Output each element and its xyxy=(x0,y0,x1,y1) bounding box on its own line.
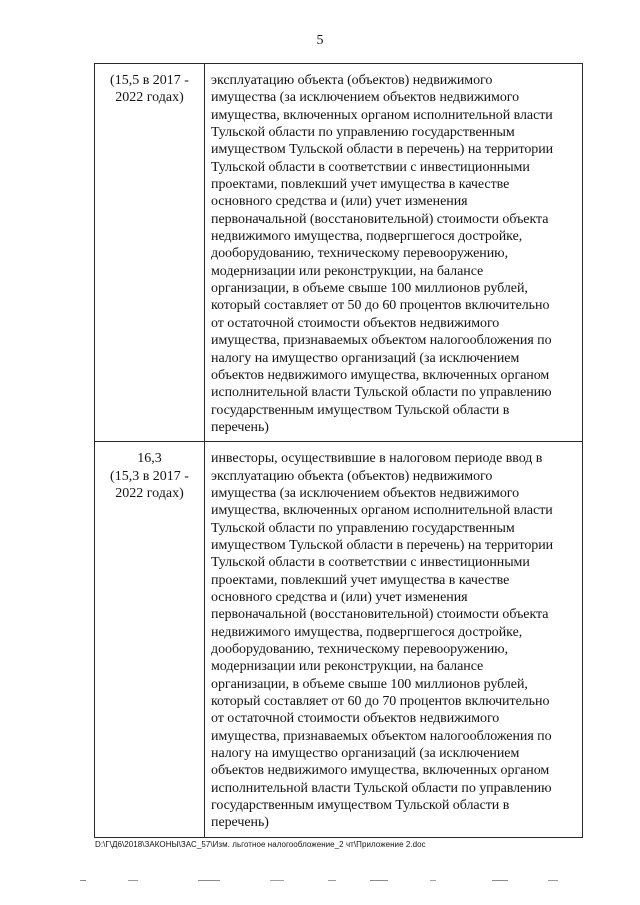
description-line: дооборудованию, техническому перевооружению, xyxy=(211,642,509,657)
description-line: основного средства и (или) учет изменения xyxy=(211,589,468,605)
category-description-cell xyxy=(205,64,583,442)
rate-cell xyxy=(95,442,205,838)
description-line: имущества, включенных органом исполнительной власти xyxy=(211,503,553,519)
description-line: модернизации или реконструкции, на балансе xyxy=(211,659,484,675)
scan-speck xyxy=(328,880,336,881)
description-line: первоначальной (восстановительной) стоимости объекта xyxy=(211,607,549,623)
rate-line: 16,3 xyxy=(137,451,162,467)
description-line: Тульской области по управлению государственным xyxy=(211,520,515,536)
description-line: эксплуатацию объекта (объектов) недвижимого xyxy=(211,468,493,484)
scan-speck xyxy=(548,880,558,881)
description-line: инвесторы, осуществившие в налоговом периоде ввод в xyxy=(211,451,543,467)
rate-line: (15,3 в 2017 - xyxy=(110,468,189,484)
description-line: который составляет от 60 до 70 процентов включительно xyxy=(211,694,550,710)
scan-speck xyxy=(128,880,138,881)
description-line: эксплуатацию объекта (объектов) недвижимого xyxy=(211,73,493,88)
scan-speck xyxy=(80,880,86,881)
description-line: Тульской области по управлению государственным xyxy=(211,125,515,141)
table-row xyxy=(95,442,583,838)
description-line: имущества (за исключением объектов недвижимого xyxy=(211,90,520,106)
scan-speck xyxy=(430,880,436,881)
description-line: организации, в объеме свыше 100 миллионов рублей, xyxy=(211,676,528,692)
page-number: 5 xyxy=(316,33,324,48)
description-line: модернизации или реконструкции, на балансе xyxy=(211,263,484,279)
description-line: государственным имуществом Тульской области в xyxy=(211,798,510,814)
description-line: недвижимого имущества, подвергшегося достройке, xyxy=(211,624,523,640)
description-line: Тульской области в соответствии с инвестиционными xyxy=(211,555,530,571)
description-line: основного средства и (или) учет изменения xyxy=(211,194,468,210)
table-row xyxy=(95,64,583,442)
description-line: который составляет от 50 до 60 процентов включительно xyxy=(211,298,550,314)
footer-file-path: D:\Г\Д6\2018\ЗАКОНЫ\ЗАС_57\Изм. льготное налогообложение_2 чт\Приложение 2.doc xyxy=(95,840,426,849)
scan-speck xyxy=(492,880,508,881)
rate-line: 2022 годах) xyxy=(115,90,184,106)
description-line: недвижимого имущества, подвергшегося достройке, xyxy=(211,229,523,245)
tax-rate-table xyxy=(94,63,583,838)
description-line: от остаточной стоимости объектов недвижимого xyxy=(211,711,500,727)
scan-speck xyxy=(270,880,284,881)
description-line: проектами, повлекший учет имущества в качестве xyxy=(211,572,510,588)
description-line: объектов недвижимого имущества, включенных органом xyxy=(211,763,550,779)
description-line: имущества (за исключением объектов недвижимого xyxy=(211,485,520,501)
rate-line: 2022 годах) xyxy=(115,485,184,501)
description-line: перечень) xyxy=(211,815,269,831)
description-line: налогу на имущество организаций (за исключением xyxy=(211,350,520,366)
rate-cell xyxy=(95,64,205,442)
description-line: исполнительной власти Тульской области по управлению xyxy=(211,780,552,796)
rate-line: (15,5 в 2017 - xyxy=(110,73,189,88)
description-line: от остаточной стоимости объектов недвижимого xyxy=(211,315,500,331)
description-line: исполнительной власти Тульской области по управлению xyxy=(211,385,552,401)
description-line: Тульской области в соответствии с инвестиционными xyxy=(211,159,530,175)
description-line: имуществом Тульской области в перечень) на территории xyxy=(211,142,554,158)
description-line: имуществом Тульской области в перечень) на территории xyxy=(211,537,554,553)
description-line: первоначальной (восстановительной) стоимости объекта xyxy=(211,211,549,227)
description-line: перечень) xyxy=(211,419,269,435)
description-line: организации, в объеме свыше 100 миллионов рублей, xyxy=(211,281,528,297)
category-description-cell xyxy=(205,442,583,838)
description-line: налогу на имущество организаций (за исключением xyxy=(211,746,520,762)
scan-speck xyxy=(198,880,220,881)
scan-speck xyxy=(370,880,388,881)
description-line: объектов недвижимого имущества, включенных органом xyxy=(211,367,550,383)
description-line: дооборудованию, техническому перевооружению, xyxy=(211,246,509,262)
description-line: имущества, включенных органом исполнительной власти xyxy=(211,107,553,123)
description-line: проектами, повлекший учет имущества в качестве xyxy=(211,177,510,193)
description-line: имущества, признаваемых объектом налогообложения по xyxy=(211,333,552,349)
table-body xyxy=(95,64,583,838)
scan-artifacts xyxy=(80,879,580,883)
description-line: государственным имуществом Тульской области в xyxy=(211,402,510,418)
description-line: имущества, признаваемых объектом налогообложения по xyxy=(211,728,552,744)
